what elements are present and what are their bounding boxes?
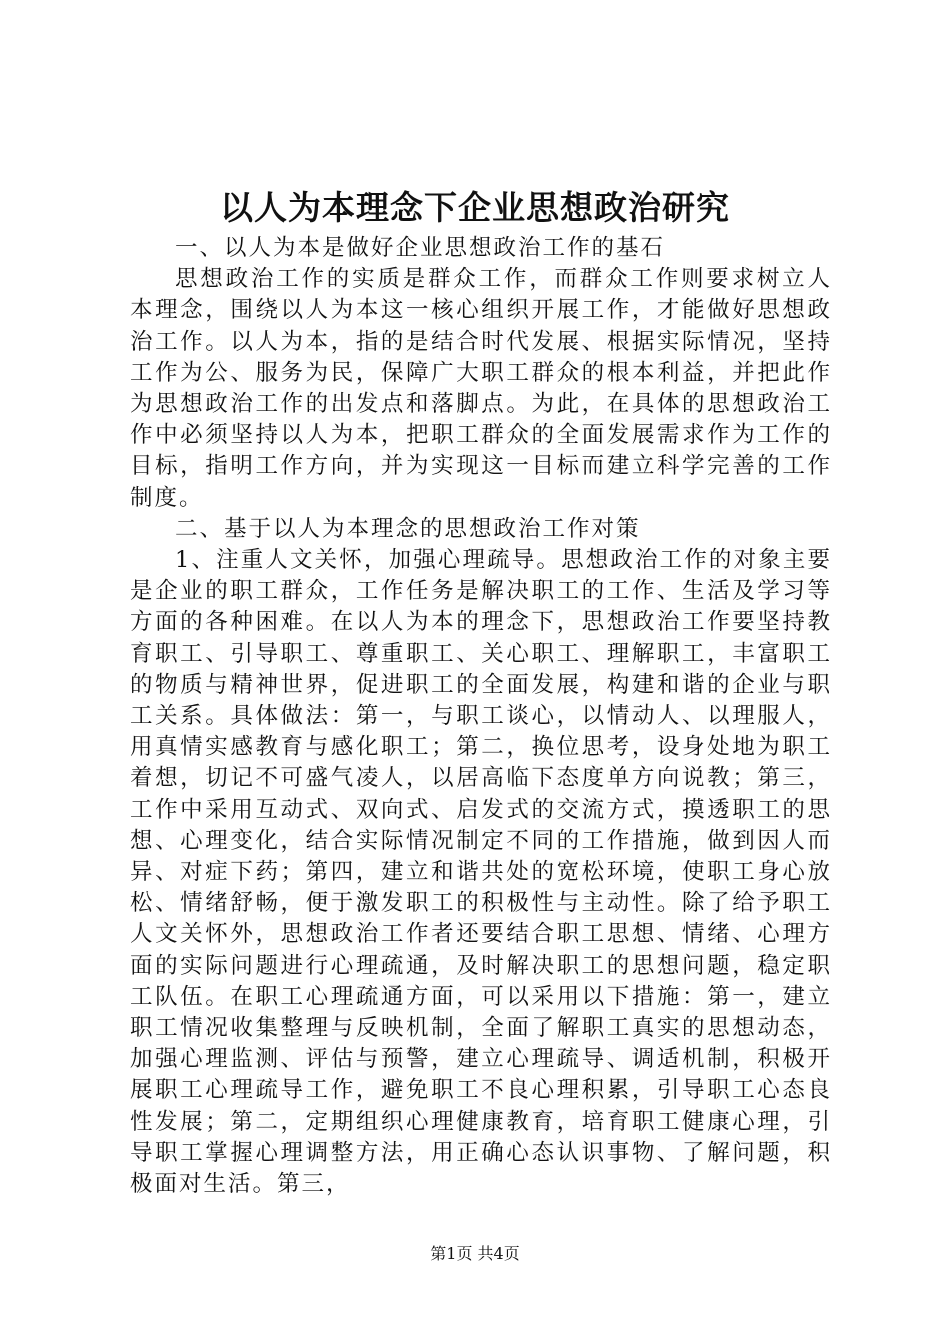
section-heading-2: 二、基于以人为本理念的思想政治工作对策 <box>175 515 641 542</box>
document-body <box>130 233 832 1200</box>
page-footer: 第1页 共4页 <box>430 1244 520 1263</box>
section-heading-1: 一、以人为本是做好企业思想政治工作的基石 <box>175 235 666 261</box>
body-paragraph-1: 思想政治工作的实质是群众工作，而群众工作则要求树立人本理念，围绕以人为本这一核心组织开展工作，才能做好思想政治工作。以人为本，指的是结合时代发展、根据实际情况，坚持工作为公、服务为民，保障广大职工群众的根本利益，并把此作为思想政治工作的出发点和落脚点。为此，在具体的思想政治工作中必须坚持以人为本，把职工群众的全面发展需求作为工作的目标，指明工作方向，并为实现这一目标而建立科学完善的工作制度。 <box>130 266 832 511</box>
document-title: 以人为本理念下企业思想政治研究 <box>220 188 730 227</box>
body-paragraph-2: 1、注重人文关怀，加强心理疏导。思想政治工作的对象主要是企业的职工群众，工作任务是解决职工的工作、生活及学习等方面的各种困难。在以人为本的理念下，思想政治工作要坚持教育职工、引导职工、尊重职工、关心职工、理解职工，丰富职工的物质与精神世界，促进职工的全面发展，构建和谐的企业与职工关系。具体做法：第一，与职工谈心，以情动人、以理服人，用真情实感教育与感化职工；第二，换位思考，设身处地为职工着想，切记不可盛气凌人，以居高临下态度单方向说教；第三，工作中采用互动式、双向式、启发式的交流方式，摸透职工的思想、心理变化，结合实际情况制定不同的工作措施，做到因人而异、对症下药；第四，建立和谐共处的宽松环境，使职工身心放松、情绪舒畅，便于激发职工的积极性与主动性。除了给予职工人文关怀外，思想政治工作者还要结合职工思想、情绪、心理方面的实际问题进行心理疏通，及时解决职工的思想问题，稳定职工队伍。在职工心理疏通方面，可以采用以下措施：第一，建立职工情况收集整理与反映机制，全面了解职工真实的思想动态，加强心理监测、评估与预警，建立心理疏导、调适机制，积极开展职工心理疏导工作，避免职工不良心理积累，引导职工心态良性发展；第二，定期组织心理健康教育，培育职工健康心理，引导职工掌握心理调整方法，用正确心态认识事物、了解问题，积极面对生活。第三， <box>130 547 832 1198</box>
